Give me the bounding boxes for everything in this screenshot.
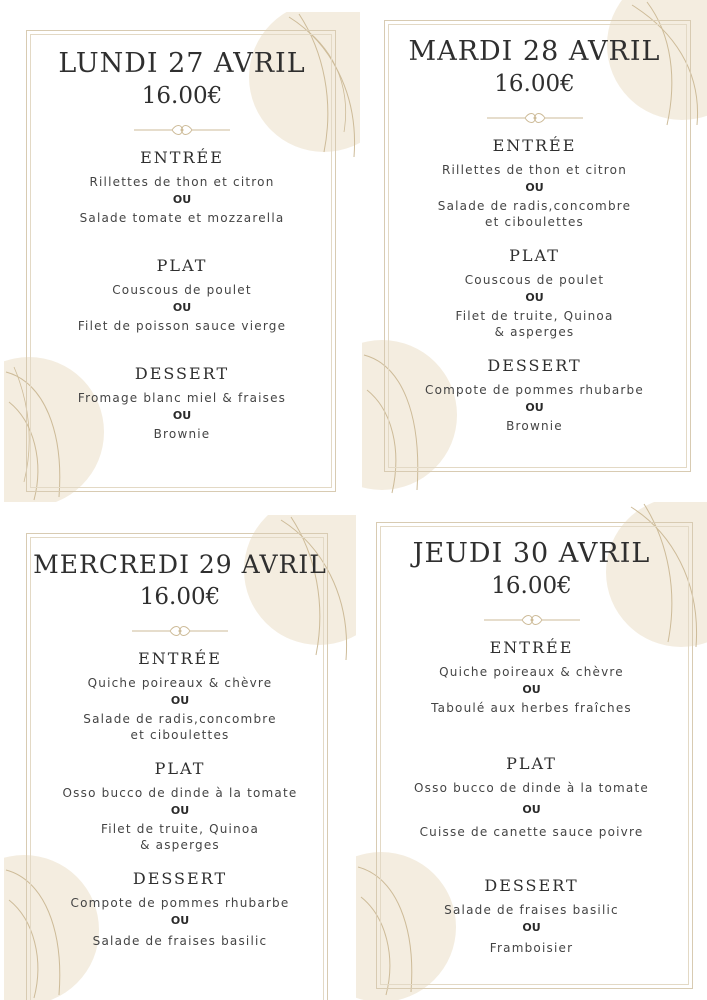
menu-content xyxy=(4,48,360,442)
plat-option-2: Cuisse de canette sauce poivre xyxy=(419,825,644,839)
plat-option-2-cont: & asperges xyxy=(494,325,575,339)
plat-option-1: Couscous de poulet xyxy=(464,273,605,287)
plat-title: PLAT xyxy=(154,759,206,778)
plat-option-2-cont: & asperges xyxy=(140,838,220,852)
plat-ou: OU xyxy=(522,803,541,816)
dessert-option-2: Salade de fraises basilic xyxy=(92,934,268,948)
entree-title: ENTRÉE xyxy=(492,136,577,155)
entree-option-2-cont: et ciboulettes xyxy=(485,215,584,229)
dessert-option-1: Compote de pommes rhubarbe xyxy=(425,383,644,397)
dessert-option-1: Compote de pommes rhubarbe xyxy=(70,896,290,910)
dessert-ou: OU xyxy=(170,914,190,927)
day-title: JEUDI 30 AVRIL xyxy=(412,538,651,569)
dessert-title: DESSERT xyxy=(487,356,582,375)
plat-option-2: Filet de truite, Quinoa xyxy=(101,822,259,836)
day-title: LUNDI 27 AVRIL xyxy=(58,48,306,79)
ornament-divider-icon xyxy=(130,623,230,639)
plat-option-1: Osso bucco de dinde à la tomate xyxy=(62,786,298,800)
ornament-divider-icon xyxy=(485,110,585,126)
dessert-title: DESSERT xyxy=(132,869,228,888)
entree-option-1: Rillettes de thon et citron xyxy=(441,163,628,177)
dessert-option-1: Fromage blanc miel & fraises xyxy=(77,391,287,405)
menu-content xyxy=(356,538,707,956)
plat-option-1: Couscous de poulet xyxy=(112,283,252,297)
ornament-divider-icon xyxy=(132,122,232,138)
dessert-ou: OU xyxy=(172,409,192,422)
price: 16.00€ xyxy=(141,83,223,109)
entree-title: ENTRÉE xyxy=(140,148,224,167)
menu-card-jeudi xyxy=(356,502,707,1000)
dessert-title: DESSERT xyxy=(484,876,579,895)
entree-option-2: Taboulé aux herbes fraîches xyxy=(431,701,632,715)
price: 16.00€ xyxy=(139,584,221,610)
menu-card-mardi xyxy=(362,0,707,498)
entree-option-1: Rillettes de thon et citron xyxy=(89,175,275,189)
day-title: MERCREDI 29 AVRIL xyxy=(33,550,327,579)
plat-ou: OU xyxy=(172,301,192,314)
entree-option-2: Salade de radis,concombre xyxy=(437,199,632,213)
entree-ou: OU xyxy=(525,181,544,194)
entree-ou: OU xyxy=(172,193,192,206)
plat-ou: OU xyxy=(170,804,190,817)
entree-title: ENTRÉE xyxy=(489,638,574,657)
dessert-title: DESSERT xyxy=(134,364,230,383)
plat-option-1: Osso bucco de dinde à la tomate xyxy=(414,781,649,795)
entree-option-1: Quiche poireaux & chèvre xyxy=(87,676,273,690)
menu-content xyxy=(362,36,707,434)
dessert-ou: OU xyxy=(525,401,544,414)
menu-content xyxy=(4,549,356,949)
ornament-divider-icon xyxy=(482,612,582,628)
dessert-option-2: Framboisier xyxy=(489,941,574,955)
entree-ou: OU xyxy=(522,683,541,696)
entree-option-2-cont: et ciboulettes xyxy=(130,728,230,742)
entree-title: ENTRÉE xyxy=(138,649,222,668)
plat-title: PLAT xyxy=(509,246,560,265)
plat-title: PLAT xyxy=(156,256,208,275)
price: 16.00€ xyxy=(491,573,572,599)
dessert-ou: OU xyxy=(522,921,541,934)
plat-option-2: Filet de poisson sauce vierge xyxy=(77,319,287,333)
price: 16.00€ xyxy=(494,71,575,97)
day-title: MARDI 28 AVRIL xyxy=(408,36,661,67)
entree-option-1: Quiche poireaux & chèvre xyxy=(439,665,624,679)
plat-ou: OU xyxy=(525,291,544,304)
dessert-option-2: Brownie xyxy=(153,427,211,441)
plat-option-2: Filet de truite, Quinoa xyxy=(455,309,614,323)
menu-card-lundi xyxy=(4,12,360,502)
entree-option-2: Salade de radis,concombre xyxy=(83,712,277,726)
dessert-option-2: Brownie xyxy=(506,419,563,433)
entree-option-2: Salade tomate et mozzarella xyxy=(79,211,285,225)
plat-title: PLAT xyxy=(506,754,557,773)
menu-card-mercredi xyxy=(4,515,356,1000)
dessert-option-1: Salade de fraises basilic xyxy=(444,903,619,917)
entree-ou: OU xyxy=(170,694,190,707)
